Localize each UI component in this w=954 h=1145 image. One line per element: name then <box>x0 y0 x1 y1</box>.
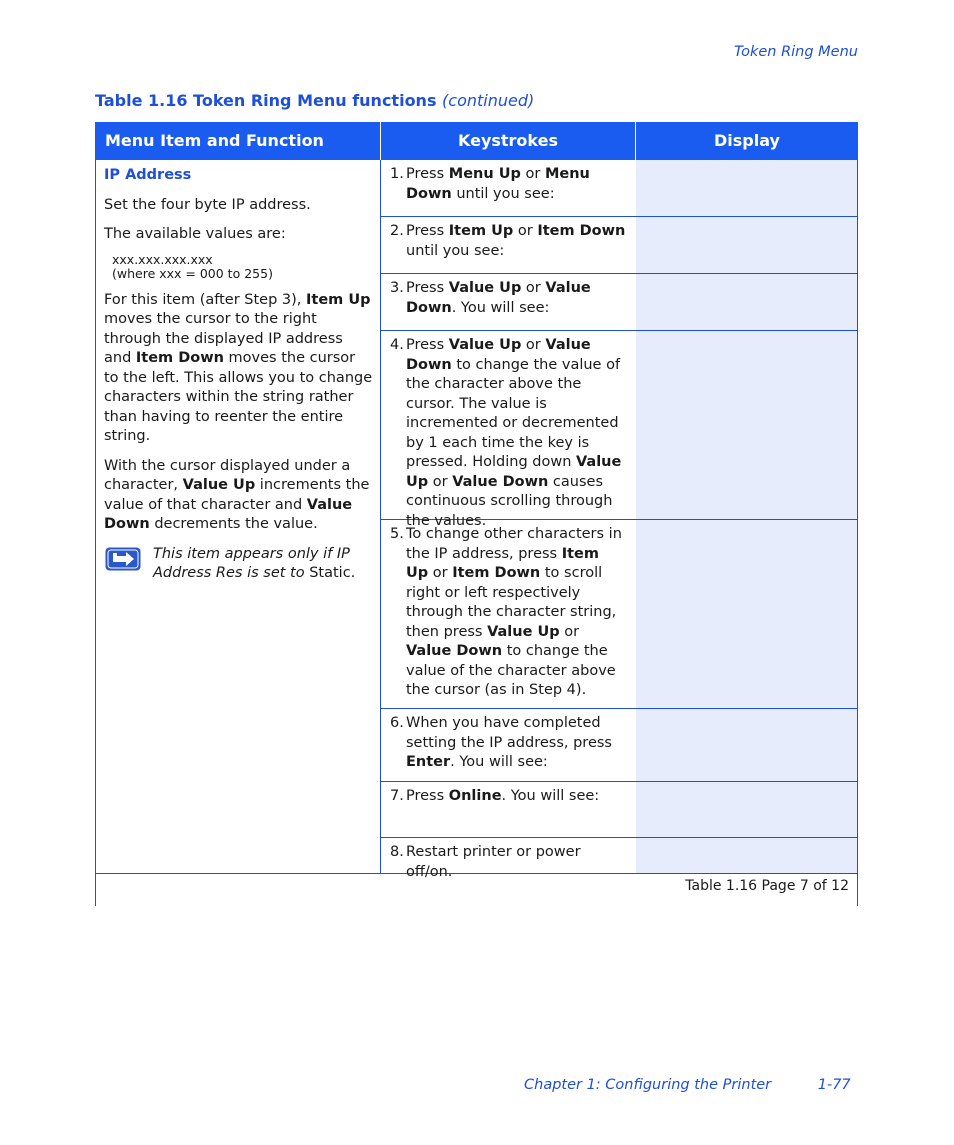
table-border-left <box>95 160 96 906</box>
step-row: 4. Press Value Up or Value Down to change the value of the character above the cursor. The value is incremented or decremented by 1 each time the key is pressed. Holding down Value Up or Value Down causes continuous scrolling through the values. <box>381 331 636 520</box>
note-text: This item appears only if IP Address Res is set to <box>153 545 350 581</box>
display-cell <box>636 838 857 873</box>
display-cell <box>636 709 857 782</box>
menu-item-p3: For this item (after Step 3), Item Up moves the cursor to the right through the displayed IP address and Item Down moves the cursor to the left. This allows you to change characters within the string rather than having to reenter the entire string. <box>104 291 373 444</box>
display-cell <box>636 331 857 520</box>
ip-format-line: xxx.xxx.xxx.xxx <box>112 251 213 267</box>
running-head: Token Ring Menu <box>734 44 858 60</box>
table-page-indicator: Table 1.16 Page 7 of 12 <box>685 878 849 894</box>
menu-item-description: Set the four byte IP address. <box>104 196 311 213</box>
step-row: 2. Press Item Up or Item Down until you see: <box>381 217 636 274</box>
header-menu-item: Menu Item and Function <box>95 122 381 160</box>
footer-chapter: Chapter 1: Configuring the Printer <box>524 1077 772 1093</box>
page-footer <box>524 1077 851 1093</box>
header-keystrokes: Keystrokes <box>381 122 636 160</box>
ip-format <box>112 253 374 281</box>
note-arrow-icon <box>105 547 141 571</box>
display-cell <box>636 160 857 217</box>
table-border-right <box>857 160 858 906</box>
note-value: Static. <box>309 565 356 581</box>
step-row: 5. To change other characters in the IP address, press Item Up or Item Down to scroll right or left respectively through the character string, then press Value Up or Value Down to change the value of the character above the cursor (as in Step 4). <box>381 520 636 709</box>
step-row: 7. Press Online. You will see: <box>381 782 636 838</box>
step-row: 1. Press Menu Up or Menu Down until you see: <box>381 160 636 217</box>
menu-item-p4: With the cursor displayed under a character, Value Up increments the value of that character and Value Down decrements the value. <box>104 457 370 532</box>
step-row: 6. When you have completed setting the IP address, press Enter. You will see: <box>381 709 636 782</box>
table-title-label: Table 1.16 Token Ring Menu functions <box>95 91 437 110</box>
step-row: 8. Restart printer or power off/on. <box>390 844 581 880</box>
menu-item-title: IP Address <box>104 167 192 183</box>
table-title-continued: (continued) <box>442 91 535 110</box>
menu-item-values-label: The available values are: <box>104 226 286 242</box>
ip-format-range: (where xxx = 000 to 255) <box>112 265 273 281</box>
display-cell <box>636 274 857 331</box>
footer-page-number: 1-77 <box>817 1077 851 1093</box>
header-display: Display <box>636 122 858 160</box>
display-cell <box>636 782 857 838</box>
step-row: 3. Press Value Up or Value Down. You will see: <box>381 274 636 331</box>
note <box>104 545 374 584</box>
display-cell <box>636 217 857 274</box>
menu-item-cell <box>104 166 374 584</box>
display-cell <box>636 520 857 709</box>
table-title <box>95 91 534 110</box>
